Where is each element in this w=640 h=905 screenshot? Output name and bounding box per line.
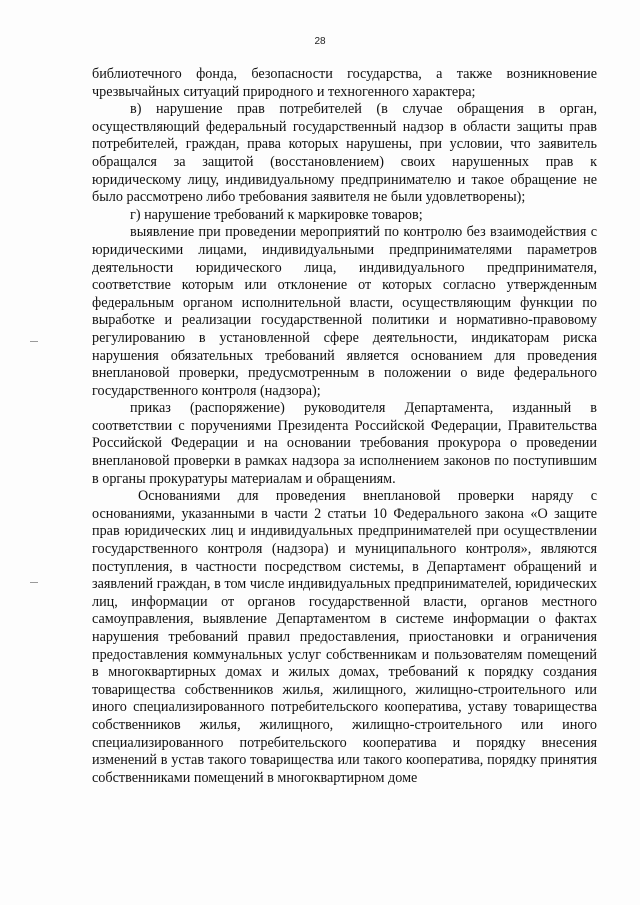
paragraph: г) нарушение требований к маркировке товаров;	[130, 206, 423, 223]
margin-mark	[30, 582, 38, 583]
paragraph: в) нарушение прав потребителей (в случае обращения в орган, осуществляющий федеральный государственный надзор в области защиты прав потребителей, граждан, права которых нарушены, при условии, что заявитель обращался за защитой (восстановлением) своих нарушенных прав к юридическому лицу, индивидуальному предпринимателю и такое обращение не было рассмотрено либо требования заявителя не были удовлетворены);	[92, 101, 597, 206]
document-body	[92, 66, 597, 787]
paragraph: библиотечного фонда, безопасности государства, а также возникновение чрезвычайных ситуаций природного и техногенного характера;	[92, 66, 597, 100]
page-number: 28	[314, 36, 326, 47]
paragraph: выявление при проведении мероприятий по контролю без взаимодействия с юридическими лицами, индивидуальными предпринимателями параметров деятельности юридического лица, индивидуального предпринимателя, соответствие которым или отклонение от которых согласно утвержденным федеральным органом исполнительной власти, осуществляющим функции по выработке и реализации государственной политики и нормативно-правовому регулированию в установленной сфере деятельности, индикаторам риска нарушения обязательных требований является основанием для проведения внеплановой проверки, предусмотренным в положении о виде федерального государственного контроля (надзора);	[92, 224, 597, 399]
paragraph: приказ (распоряжение) руководителя Департамента, изданный в соответствии с поручениями Президента Российской Федерации, Правительства Российской Федерации и на основании требования прокурора о проведении внеплановой проверки в рамках надзора за исполнением законов по поступившим в органы прокуратуры материалам и обращениям.	[92, 400, 597, 487]
paragraph: Основаниями для проведения внеплановой проверки наряду с основаниями, указанными в части 2 статьи 10 Федерального закона «О защите прав юридических лиц и индивидуальных предпринимателей при осуществлении государственного контроля (надзора) и муниципального контроля», являются поступления, в частности посредством системы, в Департамент обращений и заявлений граждан, в том числе индивидуальных предпринимателей, юридических лиц, информации от органов государственной власти, органов местного самоуправления, выявление Департаментом в системе информации о фактах нарушения требований правил предоставления, приостановки и ограничения предоставления коммунальных услуг собственникам и пользователям помещений в многоквартирных домах и жилых домах, требований к порядку создания товарищества собственников жилья, жилищного, жилищно-строительного или иного специализированного потребительского кооператива, уставу товарищества собственников жилья, жилищного, жилищно-строительного или иного специализированного потребительского кооператива и порядку внесения изменений в устав такого товарищества или такого кооператива, порядку принятия собственниками помещений в многоквартирном доме	[92, 488, 597, 786]
margin-mark	[30, 341, 38, 342]
